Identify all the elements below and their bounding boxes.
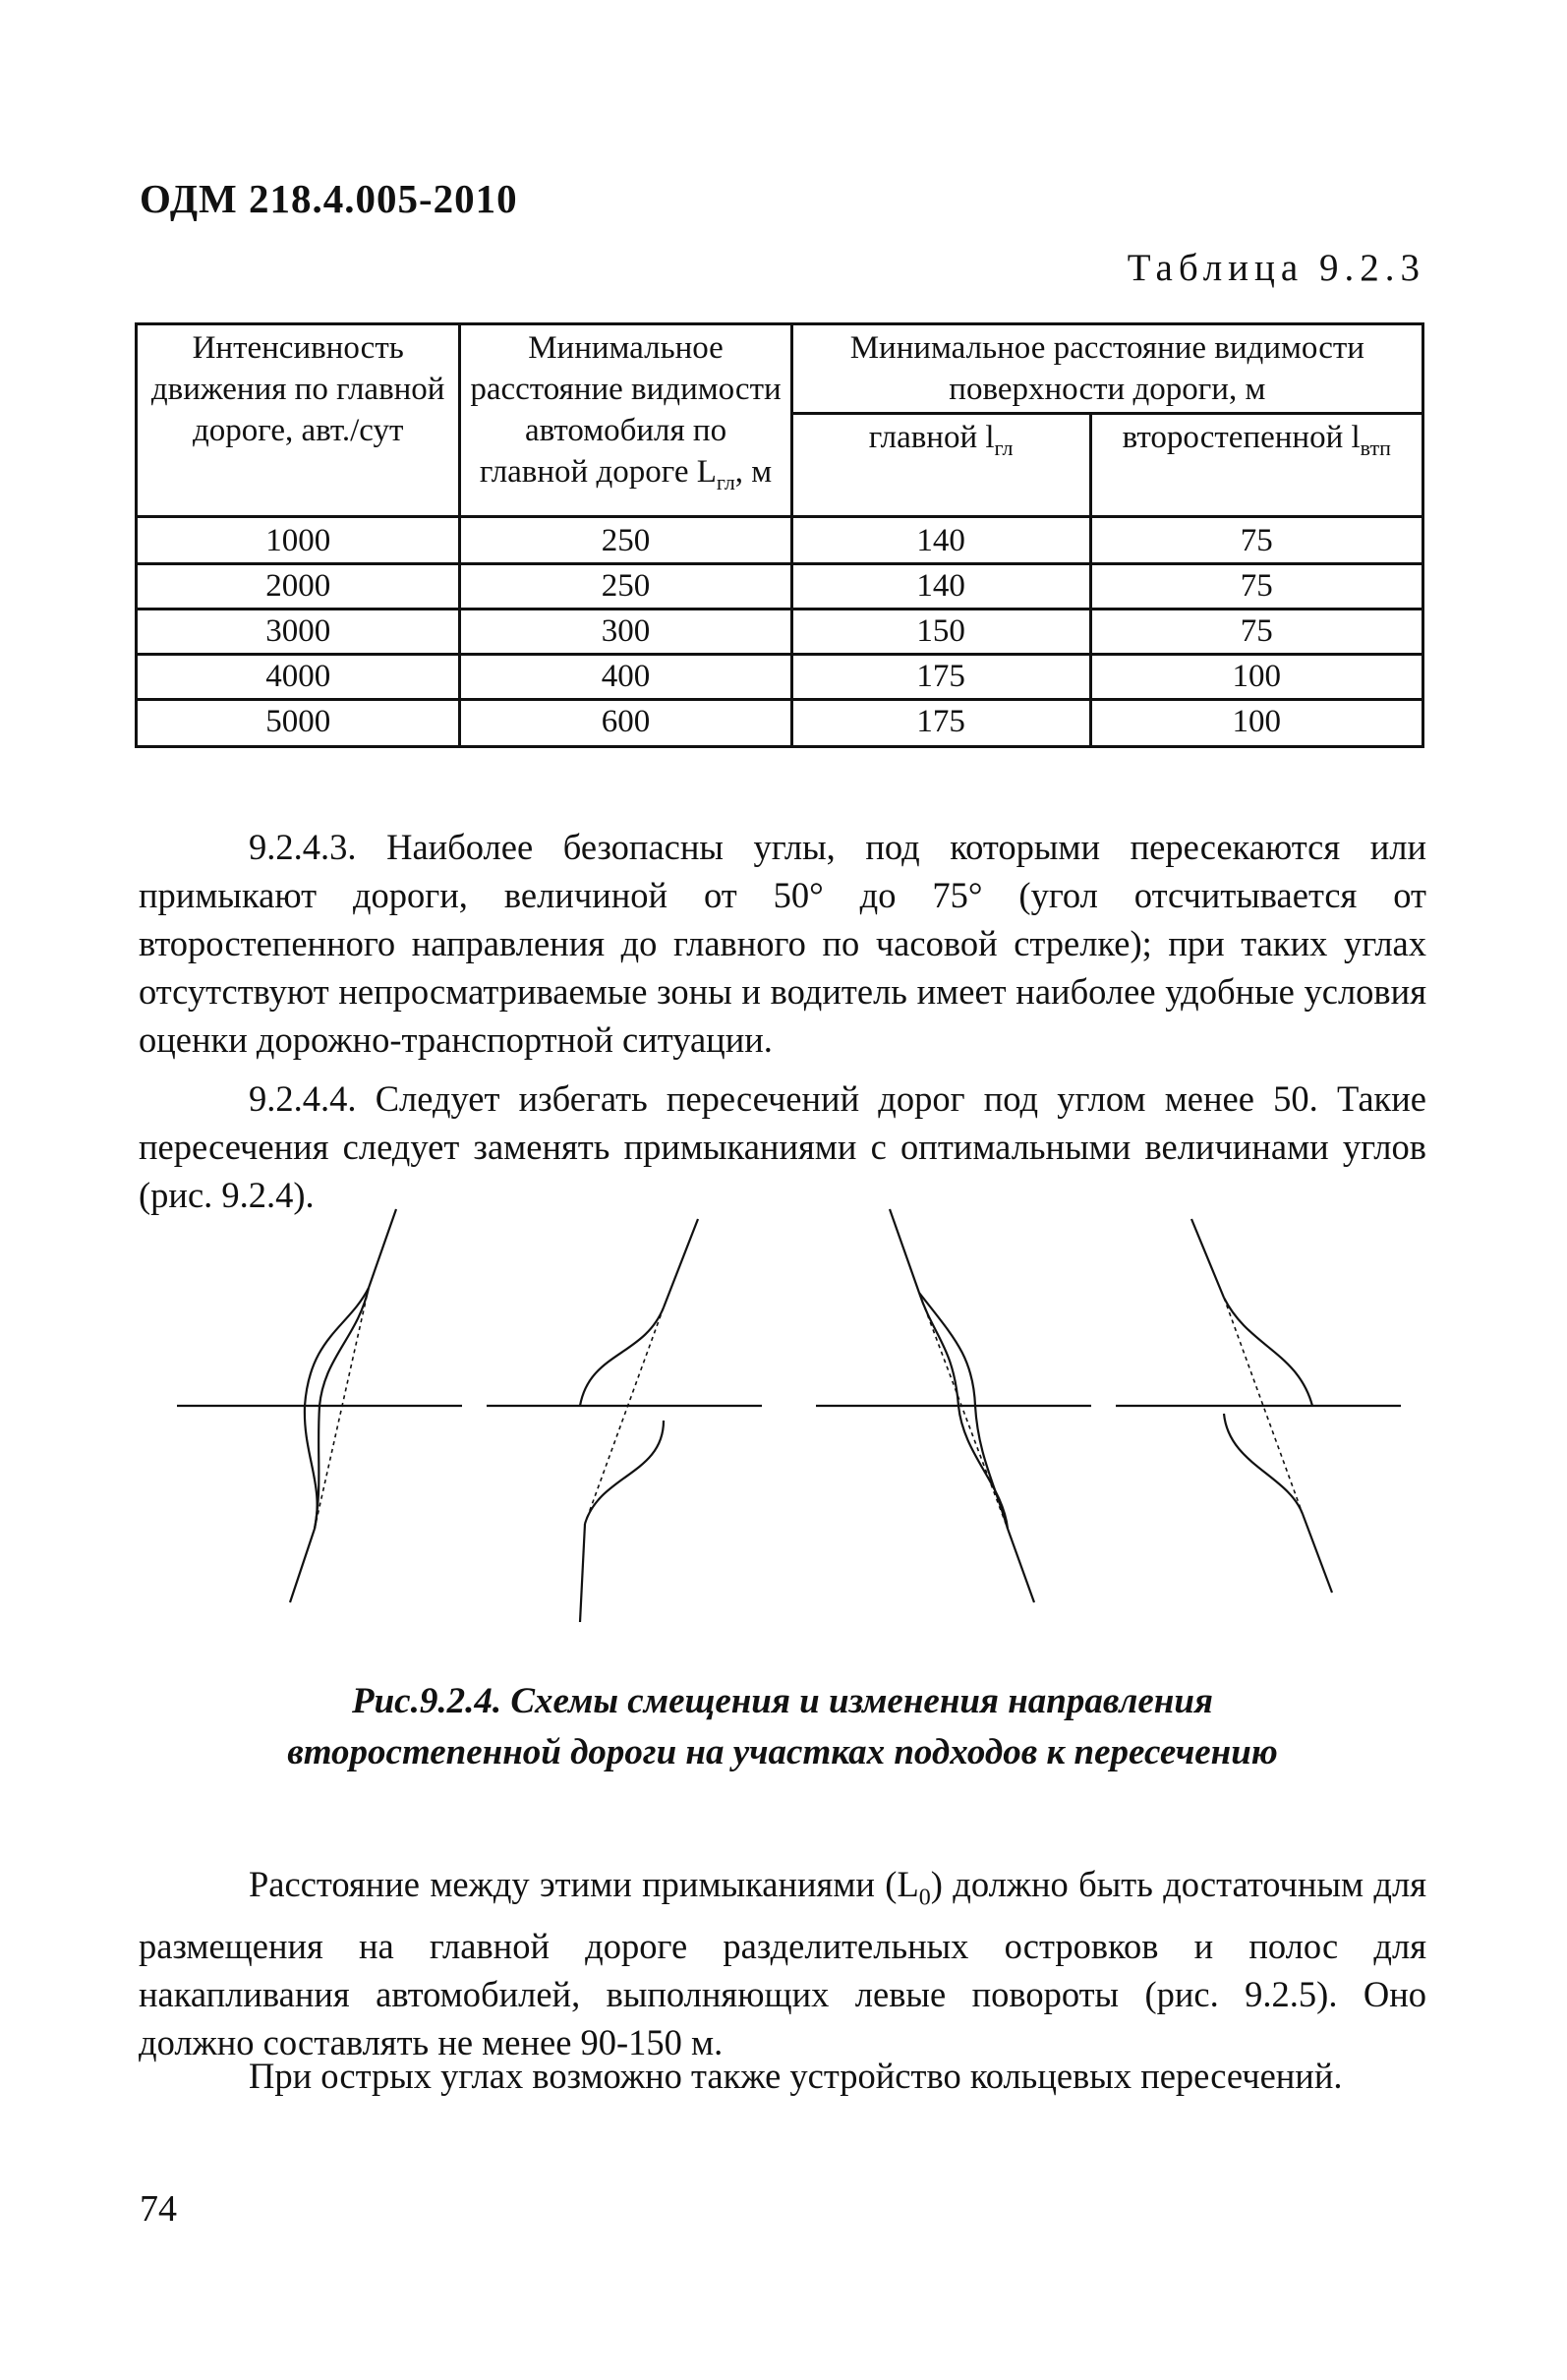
table-cell: 2000 bbox=[137, 564, 460, 610]
table-cell: 75 bbox=[1090, 564, 1422, 610]
header-min-surface-visibility: Минимальное расстояние видимости поверхности дороги, м bbox=[791, 324, 1422, 414]
table-cell: 600 bbox=[460, 700, 791, 747]
table-cell: 1000 bbox=[137, 517, 460, 564]
paragraph-9-2-4-3: 9.2.4.3. Наиболее безопасны углы, под которыми пересекаются или примыкают дороги, величиной от 50° до 75° (угол отсчитывается от второстепенного направления до главного по часовой стрелке); при таких углах отсутствуют непросматриваемые зоны и водитель имеет наиболее удобные условия оценки дорожно-транспортной ситуации. bbox=[139, 826, 1426, 1060]
table-row bbox=[137, 610, 1423, 655]
table-cell: 400 bbox=[460, 655, 791, 700]
table-caption: Таблица 9.2.3 bbox=[1127, 247, 1425, 289]
figure-caption: Рис.9.2.4. Схемы смещения и изменения направления второстепенной дороги на участках подходов к пересечению bbox=[287, 1681, 1278, 1772]
table-cell: 250 bbox=[460, 564, 791, 610]
table-cell: 4000 bbox=[137, 655, 460, 700]
table-cell: 300 bbox=[460, 610, 791, 655]
header-min-vehicle-visibility: Минимальное расстояние видимости автомобиля по главной дороге $L_{гл}$, м bbox=[460, 324, 791, 517]
paragraph-9-2-4-4: 9.2.4.4. Следует избегать пересечений дорог под углом менее 50. Такие пересечения следует заменять примыканиями с оптимальными величинами углов (рис. 9.2.4). bbox=[139, 1077, 1426, 1215]
table-row bbox=[137, 564, 1423, 610]
table-cell: 75 bbox=[1090, 517, 1422, 564]
header-secondary-road: второстепенной $l_{втп}$ bbox=[1090, 414, 1422, 517]
intersection-schemes-figure bbox=[147, 1190, 1425, 1642]
table-cell: 100 bbox=[1090, 700, 1422, 747]
paragraph-distance: Расстояние между этими примыканиями $(L_0)$ должно быть достаточным для размещения на главной дороге разделительных островков и полос для накапливания автомобилей, выполняющих левые повороты (рис. 9.2.5). Оно должно составлять не менее 90-150 м. bbox=[139, 1863, 1426, 2062]
table-row bbox=[137, 700, 1423, 747]
table-cell: 75 bbox=[1090, 610, 1422, 655]
table-cell: 3000 bbox=[137, 610, 460, 655]
table-cell: 140 bbox=[791, 564, 1090, 610]
table-cell: 150 bbox=[791, 610, 1090, 655]
table-cell: 175 bbox=[791, 700, 1090, 747]
paragraph-roundabouts: При острых углах возможно также устройство кольцевых пересечений. bbox=[249, 2055, 1343, 2096]
table-cell: 140 bbox=[791, 517, 1090, 564]
visibility-table bbox=[135, 322, 1424, 748]
table-cell: 175 bbox=[791, 655, 1090, 700]
scheme-2 bbox=[580, 1219, 698, 1622]
table-cell: 100 bbox=[1090, 655, 1422, 700]
table-row bbox=[137, 517, 1423, 564]
page-number: 74 bbox=[140, 2188, 177, 2230]
document-code: ОДМ 218.4.005-2010 bbox=[140, 176, 518, 221]
table-cell: 5000 bbox=[137, 700, 460, 747]
header-main-road: главной $l_{гл}$ bbox=[791, 414, 1090, 517]
table-cell: 250 bbox=[460, 517, 791, 564]
header-intensity: Интенсивность движения по главной дороге, авт./сут bbox=[137, 324, 460, 517]
table-row bbox=[137, 655, 1423, 700]
